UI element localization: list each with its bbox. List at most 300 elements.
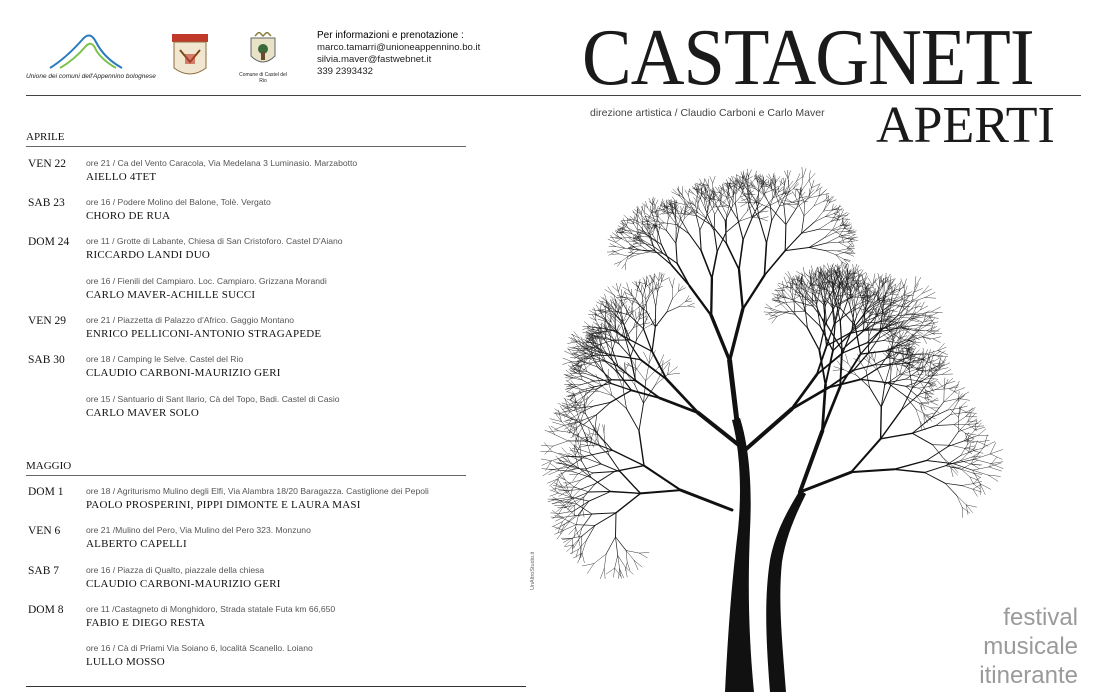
tree-branch (925, 368, 926, 375)
tree-branch (587, 464, 601, 469)
tree-branch (644, 243, 653, 245)
tree-branch (931, 312, 943, 313)
tree-branch (899, 354, 905, 361)
tree-branch (615, 318, 616, 330)
tree-branch (628, 256, 633, 259)
tree-branch (802, 216, 805, 233)
tree-branch (916, 303, 921, 308)
crest-icon (243, 32, 283, 72)
tree-branch (649, 349, 651, 363)
tree-branch (579, 501, 589, 514)
tree-branch (587, 443, 590, 453)
tree-branch (869, 356, 875, 361)
tree-branch (558, 431, 571, 433)
tree-branch (631, 305, 632, 314)
tree-branch (582, 514, 592, 528)
tree-branch (611, 492, 641, 494)
tree-branch (639, 308, 640, 316)
tree-branch (574, 332, 579, 339)
tree-branch (946, 456, 961, 466)
event-artist: FABIO E DIEGO RESTA (86, 617, 206, 629)
tree-branch (792, 375, 817, 410)
tree-branch (698, 213, 707, 219)
tree-branch (807, 328, 819, 351)
tree-branch (598, 435, 605, 443)
tree-branch (603, 425, 604, 433)
tree-branch (620, 569, 624, 578)
festival-tagline (900, 603, 1078, 690)
tree-branch (641, 285, 642, 292)
tree-branch (688, 189, 689, 196)
tree-branch (566, 370, 573, 375)
tree-branch (973, 467, 989, 470)
tree-branch (966, 416, 977, 417)
tree-branch (682, 222, 689, 234)
tree-branch (796, 284, 797, 292)
tree-branch (545, 446, 553, 454)
tree-branch (764, 251, 785, 276)
tree-branch (594, 554, 606, 564)
tree-branch (887, 337, 893, 343)
tree-branch (659, 273, 660, 281)
tree-branch (809, 248, 825, 251)
tree-branch (880, 275, 882, 283)
tree-branch (743, 218, 752, 240)
tree-branch (780, 195, 786, 206)
event-artist: CARLO MAVER SOLO (86, 407, 200, 419)
tree-branch (795, 189, 796, 196)
tree-branch (643, 277, 647, 284)
tree-branch (794, 292, 796, 301)
tree-branch (634, 253, 641, 254)
tree-branch (805, 295, 806, 309)
tree-branch (809, 180, 812, 188)
tree-branch (624, 233, 631, 238)
tree-branch (759, 193, 765, 203)
tree-branch (764, 195, 771, 205)
tree-branch (554, 505, 563, 506)
tree-branch (639, 403, 644, 431)
month-divider (26, 146, 466, 147)
tree-branch (825, 251, 836, 255)
tree-branch (713, 176, 716, 183)
tree-branch (598, 367, 612, 380)
tree-branch (645, 241, 653, 246)
tree-branch (826, 351, 833, 385)
tree-branch (592, 513, 616, 514)
tree-branch (550, 490, 559, 493)
tree-branch (579, 356, 588, 357)
tree-branch (778, 189, 783, 192)
tree-branch (616, 323, 621, 331)
tree-branch (549, 470, 560, 475)
tree-branch (561, 498, 574, 500)
tree-branch (936, 389, 949, 390)
tree-branch (615, 555, 618, 568)
tree-branch (812, 291, 813, 307)
tree-branch (865, 322, 876, 329)
tree-branch (625, 562, 627, 571)
tree-branch (589, 492, 611, 502)
tree-branch (789, 205, 796, 209)
tree-branch (743, 183, 750, 191)
tree-branch (710, 202, 715, 214)
tree-branch (617, 296, 625, 298)
tree-branch (794, 301, 795, 314)
tree-branch (606, 537, 615, 554)
tree-branch (543, 469, 553, 475)
tree-branch (649, 237, 657, 242)
tree-branch (563, 358, 572, 362)
tree-branch (564, 351, 573, 355)
tree-branch (772, 309, 782, 312)
tree-branch (652, 327, 655, 352)
tree-branch (931, 331, 939, 332)
tree-branch (836, 252, 845, 255)
tree-branch (586, 332, 593, 333)
tree-branch (610, 244, 616, 247)
tree-branch (669, 279, 672, 288)
tree-branch (894, 331, 900, 339)
festival-line-3: itinerante (979, 662, 1078, 689)
tree-branch (951, 445, 964, 448)
tree-branch (666, 231, 676, 244)
tree-branch (764, 243, 766, 275)
tree-branch (881, 410, 902, 439)
tree-branch (966, 505, 968, 515)
tree-branch (938, 347, 946, 350)
tree-branch (558, 467, 568, 478)
tree-branch (700, 230, 701, 251)
tree-branch (847, 254, 854, 257)
tree-branch (655, 200, 658, 206)
tree-branch (834, 206, 841, 210)
tree-branch (688, 303, 694, 306)
tree-branch (644, 205, 645, 213)
tree-branch (949, 387, 958, 389)
tree-branch (980, 484, 991, 490)
tree-branch (551, 517, 562, 518)
tree-branch (932, 410, 948, 417)
tree-branch (775, 302, 784, 307)
tree-branch (825, 214, 833, 217)
tree-branch (962, 484, 974, 486)
tree-branch (653, 293, 656, 307)
tree-branch (654, 274, 659, 281)
tree-branch (957, 496, 967, 505)
tree-branch (668, 367, 678, 375)
tree-branch (669, 200, 677, 202)
title-castagneti: CASTAGNETI (582, 14, 1034, 102)
tree-branch (580, 438, 581, 448)
tree-branch (568, 348, 576, 350)
tree-branch (668, 363, 670, 375)
event-artist: CARLO MAVER-ACHILLE SUCCI (86, 289, 256, 301)
tree-branch (639, 553, 647, 558)
tree-branch (616, 513, 617, 537)
tree-branch (676, 243, 677, 263)
tree-branch (761, 219, 768, 221)
tree-branch (646, 299, 647, 311)
contact-email-1[interactable]: marco.tamarri@unioneappennino.bo.it (317, 42, 481, 53)
tree-branch (612, 299, 616, 305)
event-artist: LULLO MOSSO (86, 656, 165, 668)
tree-branch (968, 413, 972, 423)
tree-branch (913, 374, 923, 375)
tree-branch (905, 292, 913, 296)
tree-branch (586, 525, 595, 540)
tree-branch (598, 319, 606, 321)
tree-branch (657, 242, 663, 253)
tree-branch (743, 275, 765, 309)
tree-branch (825, 210, 832, 216)
tree-branch (681, 206, 682, 212)
tree-branch (624, 215, 630, 220)
tree-branch (569, 527, 576, 534)
tree-branch (633, 254, 640, 256)
tree-branch (654, 282, 658, 292)
tree-branch (636, 289, 638, 299)
tree-branch (558, 497, 572, 499)
tree-branch (802, 167, 803, 178)
tree-branch (714, 231, 717, 252)
tree-branch (563, 362, 572, 365)
tree-branch (711, 315, 729, 360)
tree-branch (912, 426, 936, 434)
event-artist: ENRICO PELLICONI-ANTONIO STRAGAPEDE (86, 328, 322, 340)
tree-branch (679, 288, 686, 292)
event-venue: ore 16 / Podere Molino del Balone, Tolè. Vergato (86, 197, 271, 207)
tree-branch (851, 439, 880, 472)
tree-branch (944, 392, 954, 402)
tree-branch (589, 492, 611, 493)
tree-branch (566, 384, 572, 387)
event-venue: ore 11 /Castagneto di Monghidoro, Strada statale Futa km 66,650 (86, 604, 336, 614)
tree-branch (657, 234, 658, 242)
tree-branch (595, 472, 614, 484)
tree-branch (640, 252, 650, 254)
tree-branch (894, 461, 927, 470)
tree-branch (922, 403, 929, 404)
tree-branch (639, 431, 644, 466)
tree-branch (730, 309, 743, 361)
tree-branch (559, 506, 564, 513)
tree-branch (739, 240, 743, 270)
tree-branch (553, 441, 568, 446)
tree-branch (646, 368, 659, 381)
tree-branch (819, 229, 833, 230)
event-venue: ore 21 / Ca del Vento Caracola, Via Medelana 3 Luminasio. Marzabotto (86, 158, 358, 168)
tree-branch (584, 322, 590, 327)
tree-branch (931, 400, 939, 402)
tree-branch (663, 213, 671, 214)
tree-branch (755, 187, 764, 194)
tree-branch (929, 313, 937, 317)
tree-branch (789, 181, 794, 186)
tree-branch (562, 502, 576, 504)
tree-branch (555, 435, 568, 441)
tree-branch (878, 316, 888, 317)
tree-branch (847, 244, 851, 249)
tree-branch (564, 410, 572, 412)
tree-branch (961, 464, 971, 469)
tree-branch (634, 246, 641, 247)
tree-branch (922, 403, 926, 410)
tree-branch (566, 376, 573, 378)
tree-branch (623, 301, 628, 305)
tree-branch (690, 286, 712, 316)
tree-branch (565, 483, 571, 487)
tree-branch (797, 271, 806, 276)
tree-branch (931, 398, 938, 402)
tree-branch (583, 415, 597, 421)
tree-branch (836, 231, 847, 232)
tree-branch (636, 362, 642, 370)
tree-branch (925, 473, 946, 484)
tree-branch (962, 486, 973, 490)
tree-branch (884, 284, 886, 296)
tree-branch (629, 253, 634, 256)
tree-branch (701, 251, 712, 278)
tree-branch (925, 292, 935, 297)
tree-branch (647, 277, 650, 286)
tree-branch (715, 195, 721, 204)
event-artist: CLAUDIO CARBONI-MAURIZIO GERI (86, 578, 281, 590)
tree-branch (568, 503, 573, 510)
tree-branch (678, 306, 688, 307)
tree-branch (897, 301, 902, 308)
tree-branch (617, 356, 640, 360)
tree-branch (800, 431, 822, 492)
tree-branch (621, 221, 627, 225)
tree-branch (632, 282, 638, 287)
tree-branch (933, 337, 941, 339)
tree-branch (785, 273, 793, 281)
tree-branch (583, 376, 595, 381)
event-venue: ore 21 /Mulino del Pero, Via Mulino del Pero 323. Monzuno (86, 525, 311, 535)
tree-branch (564, 525, 576, 531)
tree-branch (642, 284, 645, 290)
tree-branch (945, 483, 961, 485)
tree-branch (819, 324, 825, 350)
tree-branch (909, 345, 913, 350)
tree-branch (766, 201, 778, 207)
tree-branch (785, 185, 786, 195)
tree-branch (792, 191, 795, 196)
tree-branch (824, 232, 836, 238)
tree-branch (980, 484, 985, 495)
tree-branch (803, 267, 805, 276)
tree-branch (846, 354, 849, 364)
tree-branch (662, 362, 669, 371)
month-april: APRILE (26, 131, 65, 143)
tree-branch (855, 326, 861, 354)
tree-branch (679, 286, 684, 291)
tree-branch (595, 513, 616, 526)
tree-branch (661, 244, 671, 264)
tree-branch (601, 338, 613, 340)
tree-branch (730, 195, 733, 204)
tree-branch (711, 278, 712, 315)
tree-branch (553, 497, 562, 502)
tree-branch (784, 187, 788, 194)
tree-branch (690, 189, 694, 194)
direzione-artistica: direzione artistica / Claudio Carboni e Carlo Maver (590, 107, 825, 119)
tree-branch (547, 479, 558, 484)
tree-branch (948, 432, 959, 447)
tree-branch (878, 273, 880, 282)
tree-branch (622, 220, 626, 226)
tree-branch (588, 445, 599, 446)
tree-branch (842, 331, 863, 350)
tree-branch (840, 289, 841, 304)
tree-branch (559, 471, 567, 475)
tree-branch (574, 487, 588, 492)
tree-branch (897, 369, 898, 376)
tree-branch (922, 289, 932, 294)
tree-branch (611, 390, 632, 402)
tree-branch (688, 306, 695, 307)
tree-branch (713, 206, 722, 207)
tree-branch (804, 206, 814, 216)
tree-branch (633, 212, 638, 216)
tree-branch (583, 509, 585, 517)
tree-branch (901, 388, 912, 411)
tree-branch (616, 236, 622, 238)
tree-branch (668, 373, 680, 374)
tree-branch (875, 353, 876, 361)
tree-branch (839, 242, 848, 247)
tree-branch (944, 399, 959, 402)
tree-branch (766, 176, 772, 181)
tree-branch (922, 331, 931, 337)
tree-branch (951, 412, 966, 414)
tree-branch (597, 424, 599, 434)
tree-branch (768, 180, 769, 186)
tree-branch (779, 181, 784, 185)
tree-branch (549, 431, 559, 432)
tree-branch (553, 487, 562, 489)
union-logo-text: Unione dei comuni dell'Appennino bolognese (26, 73, 156, 80)
tree-branch (870, 363, 879, 371)
tree-branch (788, 271, 793, 281)
tree-branch (604, 568, 605, 579)
tree-branch (912, 298, 925, 303)
tree-branch (825, 217, 834, 218)
tree-branch (857, 283, 861, 295)
tree-branch (833, 370, 844, 371)
tree-branch (637, 329, 644, 340)
tree-branch (678, 301, 685, 307)
tree-branch (938, 356, 948, 357)
tree-branch (973, 489, 978, 496)
event-day: DOM 24 (28, 236, 70, 248)
tree-branch (956, 394, 962, 401)
tree-branch (769, 174, 773, 181)
tree-branch (690, 213, 698, 214)
tree-branch (770, 310, 778, 313)
tree-branch (881, 433, 913, 439)
tree-branch (576, 527, 579, 537)
tree-branch (979, 440, 990, 442)
tree-branch (936, 414, 951, 425)
contact-email-2[interactable]: silvia.maver@fastwebnet.it (317, 54, 432, 65)
tree-branch (803, 169, 806, 178)
tree-branch (974, 441, 978, 451)
tree-branch (912, 433, 932, 444)
tree-branch (666, 218, 668, 230)
tree-branch (628, 223, 634, 224)
